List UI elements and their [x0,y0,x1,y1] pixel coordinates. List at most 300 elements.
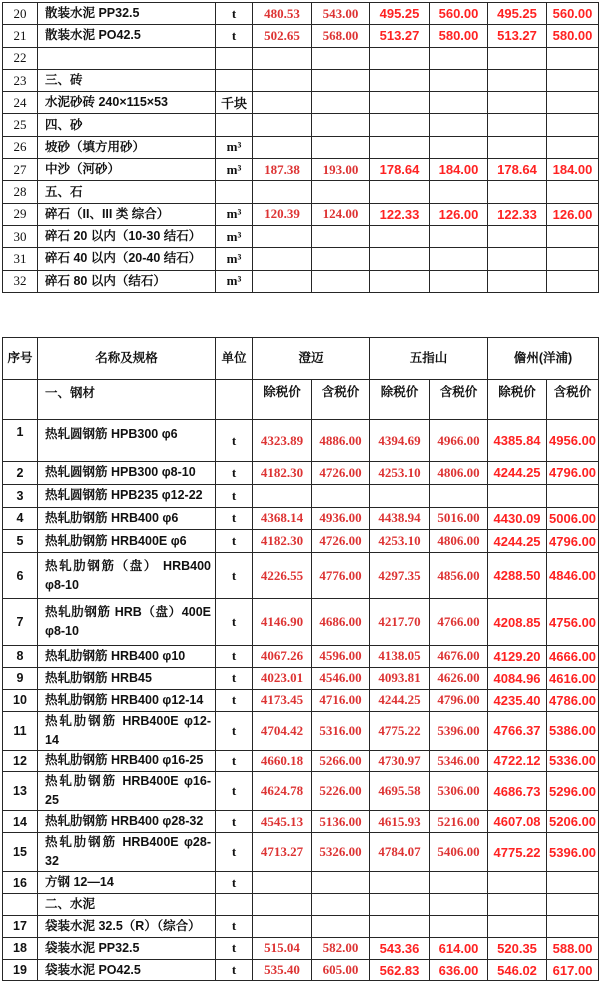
table-row [3,530,599,553]
materials-price-table-upper [2,2,599,293]
item-name-cell: 热轧肋钢筋（盘） HRB400 φ8-10 [38,553,216,599]
price-cell-extax-chengmai [253,92,312,114]
row-number-cell: 17 [3,915,38,937]
row-number-cell: 8 [3,646,38,668]
price-cell-inctax-danzhou [547,484,599,507]
price-cell-inctax-danzhou [547,915,599,937]
price-cell-extax-wuzhishan: 4217.70 [370,599,430,646]
price-cell-extax-wuzhishan [370,69,430,91]
price-cell-inctax-wuzhishan [430,872,488,894]
table-row [3,114,599,136]
price-cell-inctax-chengmai: 5226.00 [312,772,370,811]
price-cell-inctax-wuzhishan [430,484,488,507]
price-cell-extax-danzhou: 4430.09 [488,507,547,530]
price-cell-extax-wuzhishan: 4253.10 [370,462,430,485]
price-cell-extax-wuzhishan [370,181,430,203]
price-cell-extax-wuzhishan: 4775.22 [370,711,430,750]
table-row [3,937,599,959]
unit-cell: m³ [216,159,253,181]
table-row [3,772,599,811]
unit-cell: m³ [216,203,253,225]
item-name-cell: 热轧肋钢筋 HRB400 φ28-32 [38,811,216,833]
price-cell-extax-danzhou [488,894,547,916]
unit-cell: t [216,750,253,772]
item-name-cell: 热轧圆钢筋 HPB300 φ8-10 [38,462,216,485]
row-number-cell: 4 [3,507,38,530]
row-number-cell: 30 [3,225,38,247]
item-name-cell: 水泥砂砖 240×115×53 [38,92,216,114]
table-row [3,599,599,646]
table-row [3,462,599,485]
price-cell-inctax-chengmai [312,114,370,136]
price-cell-extax-chengmai: 535.40 [253,959,312,981]
price-cell-inctax-wuzhishan: 5216.00 [430,811,488,833]
price-cell-extax-wuzhishan [370,270,430,292]
row-number-cell: 27 [3,159,38,181]
table-row [3,959,599,981]
price-cell-extax-wuzhishan: 543.36 [370,937,430,959]
unit-cell: t [216,872,253,894]
price-cell-extax-chengmai: 4545.13 [253,811,312,833]
price-cell-extax-wuzhishan [370,47,430,69]
price-cell-inctax-danzhou: 4616.00 [547,667,599,689]
price-cell-inctax-chengmai: 4686.00 [312,599,370,646]
row-number-cell: 6 [3,553,38,599]
table-row [3,92,599,114]
price-cell-inctax-wuzhishan [430,114,488,136]
price-cell-extax-wuzhishan [370,114,430,136]
row-number-cell: 23 [3,69,38,91]
price-cell-inctax-chengmai: 4886.00 [312,420,370,462]
price-cell-extax-danzhou [488,114,547,136]
price-cell-inctax-danzhou [547,136,599,158]
price-cell-inctax-wuzhishan [430,47,488,69]
price-cell-inctax-wuzhishan: 5396.00 [430,711,488,750]
price-cell-inctax-danzhou: 5386.00 [547,711,599,750]
price-cell-inctax-chengmai [312,484,370,507]
price-cell-inctax-wuzhishan: 4966.00 [430,420,488,462]
price-cell-inctax-chengmai [312,47,370,69]
price-cell-extax-danzhou: 4208.85 [488,599,547,646]
table-row [3,750,599,772]
header-seq-no: 序号 [3,338,38,380]
unit-cell: m³ [216,270,253,292]
price-cell-inctax-danzhou [547,872,599,894]
price-cell-inctax-danzhou: 4666.00 [547,646,599,668]
item-name-cell: 热轧肋钢筋 HRB（盘）400E φ8-10 [38,599,216,646]
item-name-cell: 热轧肋钢筋 HRB400E φ16-25 [38,772,216,811]
price-cell-extax-wuzhishan: 4093.81 [370,667,430,689]
table-row [3,894,599,916]
price-cell-extax-chengmai [253,114,312,136]
price-cell-inctax-wuzhishan: 4626.00 [430,667,488,689]
price-cell-inctax-danzhou: 4796.00 [547,462,599,485]
price-cell-inctax-chengmai: 5266.00 [312,750,370,772]
price-cell-extax-danzhou [488,915,547,937]
row-number-cell: 24 [3,92,38,114]
price-cell-extax-wuzhishan: 4138.05 [370,646,430,668]
unit-cell [216,47,253,69]
price-cell-inctax-wuzhishan [430,69,488,91]
price-cell-inctax-danzhou [547,225,599,247]
unit-cell: t [216,530,253,553]
price-cell-inctax-danzhou [547,181,599,203]
price-cell-inctax-chengmai: 4726.00 [312,530,370,553]
item-name-cell: 坡砂（填方用砂） [38,136,216,158]
item-name-cell: 中沙（河砂） [38,159,216,181]
item-name-cell: 热轧肋钢筋 HRB400 φ6 [38,507,216,530]
row-number-cell: 32 [3,270,38,292]
price-cell-extax-wuzhishan [370,92,430,114]
unit-cell: 千块 [216,92,253,114]
unit-cell: t [216,667,253,689]
price-cell-inctax-danzhou: 184.00 [547,159,599,181]
price-cell-extax-danzhou: 4288.50 [488,553,547,599]
item-name-cell: 散装水泥 PP32.5 [38,3,216,25]
price-cell-inctax-wuzhishan [430,248,488,270]
price-cell-inctax-chengmai [312,181,370,203]
price-cell-inctax-wuzhishan: 4796.00 [430,689,488,711]
price-cell-extax-danzhou: 4129.20 [488,646,547,668]
row-number-cell: 10 [3,689,38,711]
price-cell-extax-danzhou [488,484,547,507]
materials-price-table-lower [2,337,599,981]
table-row [3,872,599,894]
price-cell-extax-chengmai [253,181,312,203]
price-cell-extax-danzhou [488,181,547,203]
price-cell-inctax-wuzhishan: 4766.00 [430,599,488,646]
item-name-cell: 碎石（II、III 类 综合） [38,203,216,225]
price-cell-extax-danzhou: 4722.12 [488,750,547,772]
item-name-cell: 三、砖 [38,69,216,91]
subheader-extax-chengmai: 除税价 [253,380,312,420]
price-cell-extax-chengmai: 515.04 [253,937,312,959]
price-cell-extax-wuzhishan: 178.64 [370,159,430,181]
item-name-cell: 散装水泥 PO42.5 [38,25,216,47]
row-number-cell: 29 [3,203,38,225]
price-cell-inctax-wuzhishan [430,181,488,203]
price-cell-inctax-chengmai: 193.00 [312,159,370,181]
price-cell-extax-danzhou: 4766.37 [488,711,547,750]
item-name-cell: 二、水泥 [38,894,216,916]
price-cell-extax-wuzhishan [370,915,430,937]
price-cell-inctax-wuzhishan: 184.00 [430,159,488,181]
price-cell-inctax-danzhou: 5296.00 [547,772,599,811]
item-name-cell: 热轧肋钢筋 HRB400E φ12-14 [38,711,216,750]
price-cell-extax-chengmai: 4023.01 [253,667,312,689]
table-row [3,711,599,750]
row-number-cell: 11 [3,711,38,750]
row-number-cell: 1 [3,420,38,462]
item-name-cell: 热轧肋钢筋 HRB400 φ12-14 [38,689,216,711]
price-cell-inctax-wuzhishan [430,136,488,158]
price-cell-extax-chengmai: 4067.26 [253,646,312,668]
table-row [3,833,599,872]
item-name-cell: 袋装水泥 PP32.5 [38,937,216,959]
row-number-cell: 7 [3,599,38,646]
row-number-cell: 12 [3,750,38,772]
unit-cell: m³ [216,248,253,270]
table-row [3,689,599,711]
unit-cell: t [216,3,253,25]
price-cell-extax-chengmai: 4704.42 [253,711,312,750]
price-cell-extax-wuzhishan: 4438.94 [370,507,430,530]
price-cell-extax-chengmai: 4368.14 [253,507,312,530]
price-cell-extax-wuzhishan: 4244.25 [370,689,430,711]
row-number-cell: 31 [3,248,38,270]
price-cell-inctax-wuzhishan: 5016.00 [430,507,488,530]
subheader-empty-cell [3,380,38,420]
price-cell-extax-danzhou: 4244.25 [488,530,547,553]
item-name-cell: 热轧肋钢筋 HRB400 φ16-25 [38,750,216,772]
price-cell-extax-danzhou [488,872,547,894]
price-cell-extax-danzhou: 4084.96 [488,667,547,689]
price-cell-extax-wuzhishan [370,894,430,916]
price-cell-extax-wuzhishan: 495.25 [370,3,430,25]
unit-cell: t [216,25,253,47]
price-cell-inctax-wuzhishan [430,92,488,114]
price-cell-extax-danzhou [488,47,547,69]
row-number-cell: 16 [3,872,38,894]
price-cell-inctax-danzhou: 617.00 [547,959,599,981]
table-row [3,484,599,507]
subheader-inctax-wuzhishan: 含税价 [430,380,488,420]
price-cell-inctax-danzhou: 4796.00 [547,530,599,553]
item-name-cell: 碎石 80 以内（结石） [38,270,216,292]
price-cell-extax-chengmai [253,47,312,69]
table-row [3,811,599,833]
row-number-cell: 21 [3,25,38,47]
price-cell-extax-chengmai [253,915,312,937]
item-name-cell: 碎石 40 以内（20-40 结石） [38,248,216,270]
price-cell-inctax-chengmai: 4546.00 [312,667,370,689]
price-cell-inctax-wuzhishan: 614.00 [430,937,488,959]
item-name-cell: 热轧肋钢筋 HRB400E φ28-32 [38,833,216,872]
table-row [3,915,599,937]
price-cell-extax-danzhou [488,92,547,114]
unit-cell: t [216,833,253,872]
table-subheader-row [3,380,599,420]
price-cell-inctax-danzhou: 4786.00 [547,689,599,711]
table-row [3,553,599,599]
row-number-cell: 3 [3,484,38,507]
price-cell-extax-danzhou: 4244.25 [488,462,547,485]
subheader-extax-wuzhishan: 除税价 [370,380,430,420]
price-cell-inctax-wuzhishan: 4806.00 [430,530,488,553]
unit-cell: t [216,811,253,833]
row-number-cell: 28 [3,181,38,203]
price-cell-inctax-chengmai [312,225,370,247]
price-cell-extax-chengmai: 4173.45 [253,689,312,711]
price-cell-inctax-danzhou: 588.00 [547,937,599,959]
price-cell-inctax-danzhou: 5336.00 [547,750,599,772]
price-cell-extax-wuzhishan [370,225,430,247]
row-number-cell: 20 [3,3,38,25]
price-cell-inctax-chengmai: 543.00 [312,3,370,25]
item-name-cell: 袋装水泥 PO42.5 [38,959,216,981]
item-name-cell: 热轧圆钢筋 HPB235 φ12-22 [38,484,216,507]
table-row [3,667,599,689]
price-cell-inctax-chengmai: 4726.00 [312,462,370,485]
unit-cell: t [216,599,253,646]
unit-cell: t [216,507,253,530]
row-number-cell: 19 [3,959,38,981]
price-cell-extax-wuzhishan: 562.83 [370,959,430,981]
price-cell-extax-danzhou: 520.35 [488,937,547,959]
price-cell-extax-chengmai: 4182.30 [253,530,312,553]
price-cell-extax-wuzhishan: 4253.10 [370,530,430,553]
row-number-cell: 15 [3,833,38,872]
price-cell-inctax-wuzhishan: 5346.00 [430,750,488,772]
row-number-cell: 18 [3,937,38,959]
subheader-inctax-chengmai: 含税价 [312,380,370,420]
unit-cell: t [216,772,253,811]
price-cell-inctax-danzhou: 580.00 [547,25,599,47]
unit-cell [216,69,253,91]
price-cell-inctax-chengmai [312,69,370,91]
item-name-cell: 热轧肋钢筋 HRB400E φ6 [38,530,216,553]
price-cell-inctax-chengmai [312,270,370,292]
unit-cell: t [216,420,253,462]
price-cell-extax-wuzhishan: 122.33 [370,203,430,225]
price-cell-inctax-chengmai: 124.00 [312,203,370,225]
price-cell-inctax-danzhou [547,92,599,114]
price-cell-inctax-chengmai: 5316.00 [312,711,370,750]
table-row [3,270,599,292]
price-cell-inctax-danzhou [547,114,599,136]
item-name-cell: 热轧肋钢筋 HRB45 [38,667,216,689]
header-city-chengmai: 澄迈 [253,338,370,380]
price-cell-extax-chengmai: 480.53 [253,3,312,25]
unit-cell: t [216,711,253,750]
price-cell-inctax-chengmai [312,92,370,114]
header-city-wuzhishan: 五指山 [370,338,488,380]
price-cell-extax-danzhou: 122.33 [488,203,547,225]
table-row [3,646,599,668]
row-number-cell: 2 [3,462,38,485]
unit-cell: t [216,689,253,711]
price-cell-extax-danzhou: 178.64 [488,159,547,181]
item-name-cell: 碎石 20 以内（10-30 结石） [38,225,216,247]
price-cell-extax-wuzhishan [370,484,430,507]
price-cell-inctax-chengmai: 4596.00 [312,646,370,668]
price-cell-extax-chengmai: 502.65 [253,25,312,47]
table-row [3,159,599,181]
unit-cell [216,894,253,916]
price-cell-extax-chengmai [253,872,312,894]
price-cell-extax-wuzhishan [370,872,430,894]
table-header-row [3,338,599,380]
price-cell-extax-wuzhishan: 4615.93 [370,811,430,833]
price-cell-inctax-danzhou [547,248,599,270]
price-cell-inctax-wuzhishan [430,225,488,247]
price-cell-extax-wuzhishan: 513.27 [370,25,430,47]
price-cell-inctax-chengmai: 568.00 [312,25,370,47]
unit-cell: t [216,553,253,599]
price-cell-extax-danzhou [488,136,547,158]
table-row [3,47,599,69]
price-cell-extax-danzhou: 4607.08 [488,811,547,833]
price-cell-extax-danzhou [488,69,547,91]
price-cell-inctax-chengmai [312,915,370,937]
price-cell-extax-chengmai: 4624.78 [253,772,312,811]
price-cell-extax-chengmai [253,136,312,158]
price-cell-inctax-chengmai: 5136.00 [312,811,370,833]
price-cell-inctax-wuzhishan [430,270,488,292]
price-cell-extax-danzhou: 513.27 [488,25,547,47]
price-cell-inctax-danzhou: 5396.00 [547,833,599,872]
price-cell-extax-danzhou [488,270,547,292]
price-cell-inctax-danzhou: 126.00 [547,203,599,225]
price-cell-extax-wuzhishan: 4784.07 [370,833,430,872]
item-name-cell [38,47,216,69]
price-cell-inctax-wuzhishan: 5306.00 [430,772,488,811]
price-cell-inctax-chengmai: 605.00 [312,959,370,981]
price-cell-extax-chengmai: 120.39 [253,203,312,225]
price-cell-inctax-wuzhishan [430,894,488,916]
price-cell-inctax-wuzhishan: 4856.00 [430,553,488,599]
price-cell-extax-chengmai [253,484,312,507]
subheader-empty-cell [216,380,253,420]
price-cell-extax-chengmai: 4226.55 [253,553,312,599]
price-cell-extax-danzhou [488,248,547,270]
price-cell-extax-chengmai: 4182.30 [253,462,312,485]
table-row [3,507,599,530]
price-cell-inctax-wuzhishan: 636.00 [430,959,488,981]
subheader-inctax-danzhou: 含税价 [547,380,599,420]
unit-cell: t [216,959,253,981]
header-city-danzhou-yangpu: 儋州(洋浦) [488,338,599,380]
row-number-cell: 26 [3,136,38,158]
price-cell-inctax-danzhou: 4846.00 [547,553,599,599]
price-cell-inctax-chengmai: 4716.00 [312,689,370,711]
item-name-cell: 方钢 12—14 [38,872,216,894]
row-number-cell: 22 [3,47,38,69]
price-cell-extax-chengmai [253,225,312,247]
price-cell-inctax-danzhou [547,894,599,916]
price-cell-inctax-chengmai: 5326.00 [312,833,370,872]
price-cell-extax-chengmai [253,69,312,91]
section-steel-label: 一、钢材 [38,380,216,420]
price-cell-extax-chengmai: 4713.27 [253,833,312,872]
price-cell-inctax-wuzhishan: 5406.00 [430,833,488,872]
price-cell-extax-chengmai [253,248,312,270]
price-cell-inctax-danzhou [547,47,599,69]
price-cell-extax-wuzhishan: 4297.35 [370,553,430,599]
item-name-cell: 四、砂 [38,114,216,136]
table-row [3,203,599,225]
price-cell-extax-chengmai: 4323.89 [253,420,312,462]
price-cell-inctax-chengmai [312,136,370,158]
price-cell-extax-chengmai: 4660.18 [253,750,312,772]
item-name-cell: 热轧圆钢筋 HPB300 φ6 [38,420,216,462]
unit-cell: t [216,484,253,507]
price-cell-extax-danzhou: 4235.40 [488,689,547,711]
price-cell-inctax-wuzhishan: 126.00 [430,203,488,225]
unit-cell: m³ [216,136,253,158]
header-name-spec: 名称及规格 [38,338,216,380]
price-cell-extax-danzhou: 4385.84 [488,420,547,462]
price-cell-inctax-wuzhishan: 4806.00 [430,462,488,485]
price-cell-inctax-chengmai: 4776.00 [312,553,370,599]
unit-cell: m³ [216,225,253,247]
price-cell-extax-wuzhishan: 4695.58 [370,772,430,811]
table-row [3,225,599,247]
table-row [3,420,599,462]
price-cell-extax-danzhou: 495.25 [488,3,547,25]
header-unit: 单位 [216,338,253,380]
price-cell-extax-danzhou: 4775.22 [488,833,547,872]
